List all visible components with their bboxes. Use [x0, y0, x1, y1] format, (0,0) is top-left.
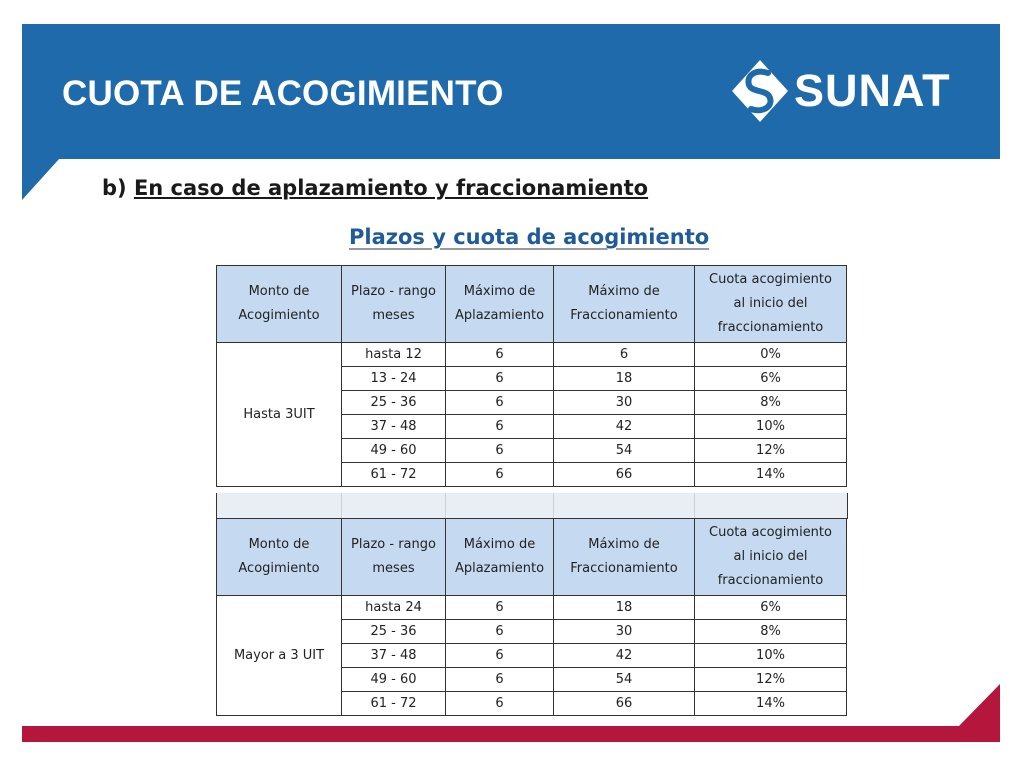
header-cuota: Cuota acogimiento al inicio del fraccionamiento — [695, 519, 847, 596]
cell-fraccionamiento: 66 — [554, 463, 695, 487]
header-aplazamiento: Máximo de Aplazamiento — [446, 266, 554, 343]
footer-wedge-decoration — [958, 684, 1000, 727]
cell-fraccionamiento: 66 — [554, 692, 695, 716]
cell-aplazamiento: 6 — [446, 463, 554, 487]
sunat-emblem-icon — [730, 58, 790, 124]
header-fold-decoration — [22, 158, 60, 200]
table-header-row — [217, 519, 847, 596]
cell-fraccionamiento: 18 — [554, 367, 695, 391]
subtitle-prefix: b) — [102, 176, 134, 200]
header-fraccionamiento: Máximo de Fraccionamiento — [554, 519, 695, 596]
table-row — [217, 596, 847, 620]
group-label: Mayor a 3 UIT — [217, 596, 342, 716]
cell-cuota: 6% — [695, 367, 847, 391]
table-title: Plazos y cuota de acogimiento — [349, 225, 710, 249]
cell-cuota: 14% — [695, 463, 847, 487]
cell-plazo: 61 - 72 — [342, 692, 446, 716]
cell-aplazamiento: 6 — [446, 596, 554, 620]
cell-plazo: 37 - 48 — [342, 644, 446, 668]
cell-fraccionamiento: 18 — [554, 596, 695, 620]
table-row — [217, 343, 847, 367]
slide-title: CUOTA DE ACOGIMIENTO — [62, 74, 504, 113]
cell-cuota: 0% — [695, 343, 847, 367]
cell-fraccionamiento: 42 — [554, 415, 695, 439]
header-cuota: Cuota acogimiento al inicio del fraccionamiento — [695, 266, 847, 343]
cell-plazo: 37 - 48 — [342, 415, 446, 439]
cell-plazo: 13 - 24 — [342, 367, 446, 391]
cell-fraccionamiento: 54 — [554, 439, 695, 463]
header-monto: Monto de Acogimiento — [217, 519, 342, 596]
header-monto: Monto de Acogimiento — [217, 266, 342, 343]
cell-aplazamiento: 6 — [446, 439, 554, 463]
header-fraccionamiento: Máximo de Fraccionamiento — [554, 266, 695, 343]
header-plazo: Plazo - rango meses — [342, 266, 446, 343]
cell-aplazamiento: 6 — [446, 644, 554, 668]
cell-fraccionamiento: 54 — [554, 668, 695, 692]
cell-cuota: 6% — [695, 596, 847, 620]
cell-aplazamiento: 6 — [446, 415, 554, 439]
cell-cuota: 12% — [695, 439, 847, 463]
cell-plazo: 25 - 36 — [342, 620, 446, 644]
cell-cuota: 14% — [695, 692, 847, 716]
cell-aplazamiento: 6 — [446, 391, 554, 415]
section-subtitle — [102, 176, 648, 200]
cell-fraccionamiento: 30 — [554, 391, 695, 415]
plazos-table-hasta-3uit — [216, 265, 847, 487]
header-aplazamiento: Máximo de Aplazamiento — [446, 519, 554, 596]
logo-wordmark: SUNAT — [794, 65, 951, 116]
sunat-logo — [730, 58, 951, 124]
cell-cuota: 10% — [695, 644, 847, 668]
cell-plazo: 49 - 60 — [342, 668, 446, 692]
cell-cuota: 12% — [695, 668, 847, 692]
cell-cuota: 10% — [695, 415, 847, 439]
cell-plazo: hasta 12 — [342, 343, 446, 367]
cell-cuota: 8% — [695, 620, 847, 644]
cell-aplazamiento: 6 — [446, 343, 554, 367]
cell-aplazamiento: 6 — [446, 668, 554, 692]
cell-fraccionamiento: 6 — [554, 343, 695, 367]
table-gap-row — [216, 493, 848, 519]
header-plazo: Plazo - rango meses — [342, 519, 446, 596]
cell-cuota: 8% — [695, 391, 847, 415]
group-label: Hasta 3UIT — [217, 343, 342, 487]
cell-fraccionamiento: 30 — [554, 620, 695, 644]
cell-aplazamiento: 6 — [446, 620, 554, 644]
cell-aplazamiento: 6 — [446, 367, 554, 391]
table-header-row — [217, 266, 847, 343]
subtitle-text: En caso de aplazamiento y fraccionamiento — [133, 176, 649, 200]
cell-plazo: 61 - 72 — [342, 463, 446, 487]
cell-aplazamiento: 6 — [446, 692, 554, 716]
cell-plazo: 49 - 60 — [342, 439, 446, 463]
cell-fraccionamiento: 42 — [554, 644, 695, 668]
cell-plazo: hasta 24 — [342, 596, 446, 620]
footer-bar — [22, 726, 1000, 742]
cell-plazo: 25 - 36 — [342, 391, 446, 415]
plazos-table-mayor-3uit — [216, 518, 847, 716]
